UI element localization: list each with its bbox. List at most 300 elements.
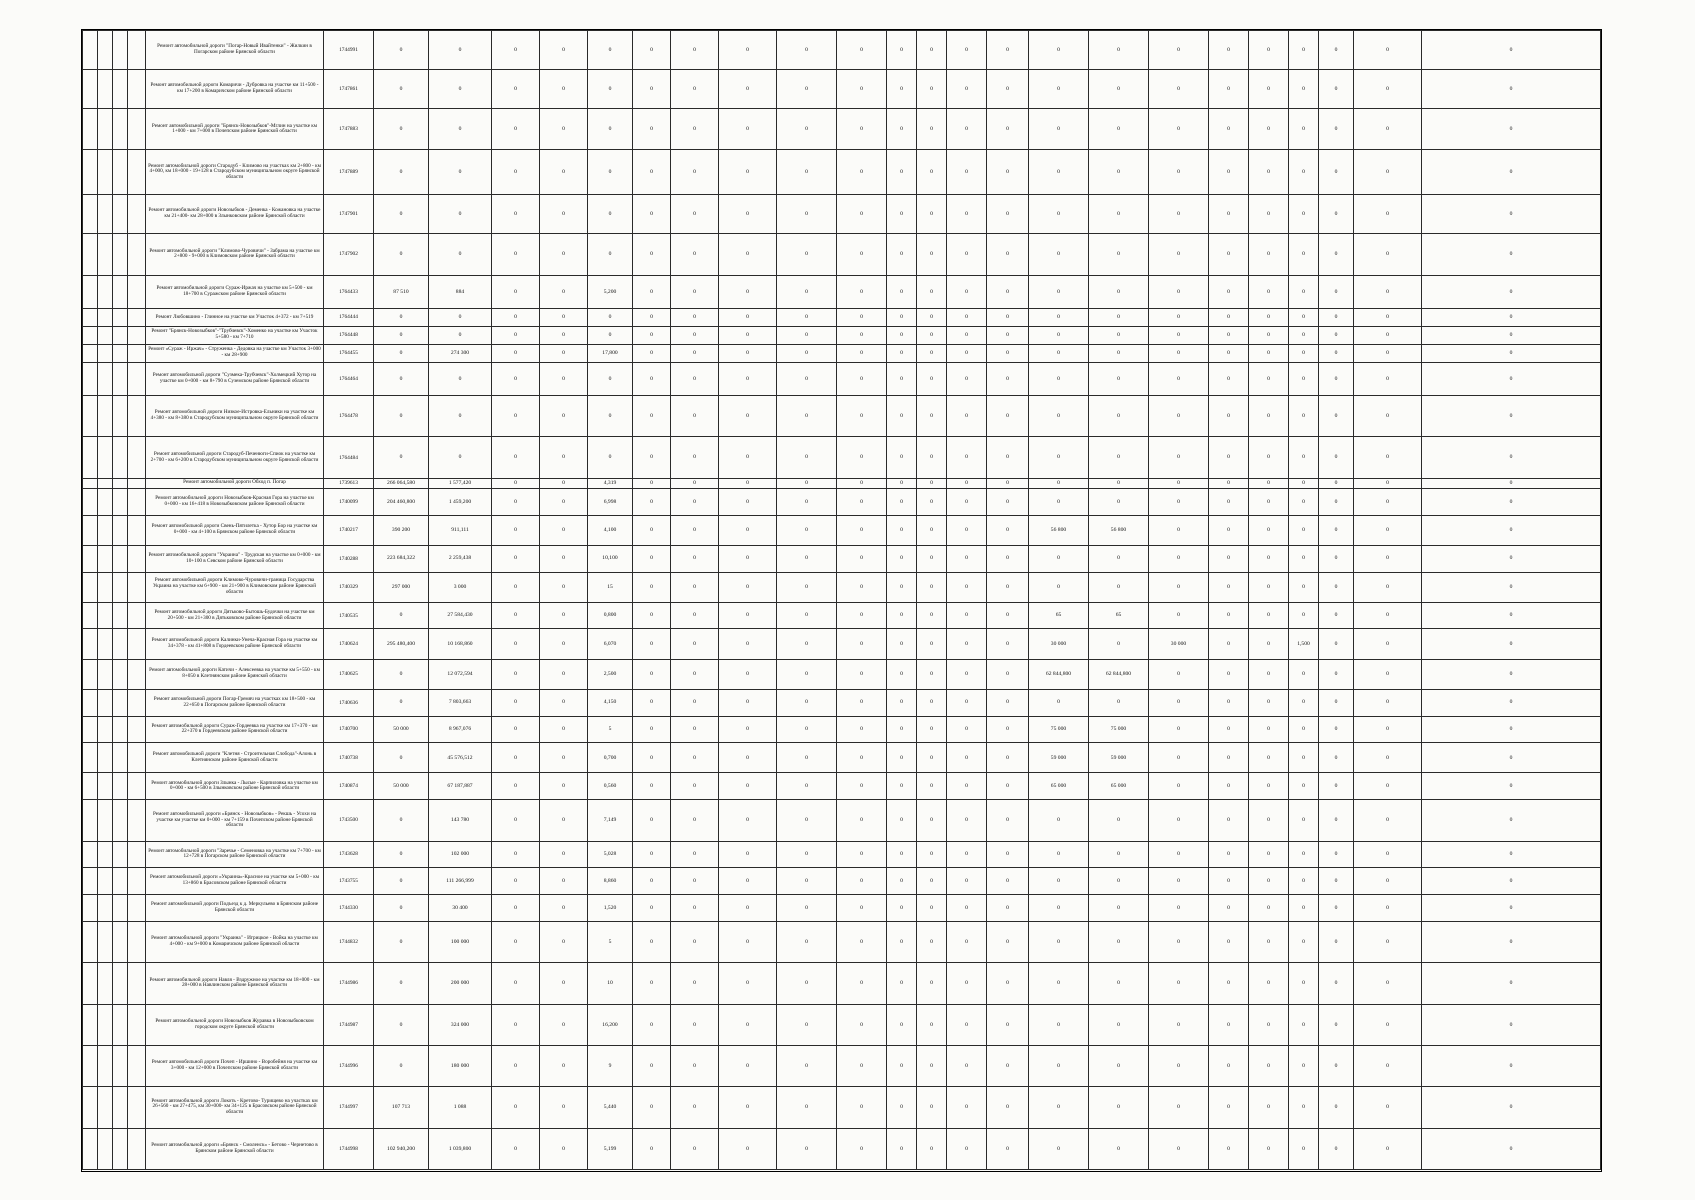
value-cell: 0 (1289, 743, 1319, 773)
table-row (83, 868, 1601, 895)
value-cell: 0 (1089, 1045, 1149, 1086)
empty-cell (128, 478, 146, 488)
value-cell: 1,520 (588, 895, 633, 922)
value-cell: 0 (777, 868, 837, 895)
value-cell: 0 (719, 545, 777, 572)
value-cell: 0 (540, 545, 588, 572)
value-cell: 0 (719, 488, 777, 515)
value-cell: 0 (1089, 545, 1149, 572)
empty-cell (83, 800, 98, 841)
empty-cell (113, 1128, 128, 1169)
object-code-cell: 1764484 (324, 437, 374, 478)
value-cell: 0 (777, 921, 837, 962)
value-cell: 0 (1089, 841, 1149, 868)
value-cell: 4,319 (588, 478, 633, 488)
object-name-cell: Ремонт автомобильной дороги Новозыбков-Красная Гора на участке км 0+000 - км 16+418 в Новозыбковском районе Брянской области (146, 488, 324, 515)
value-cell: 0 (1319, 921, 1354, 962)
value-cell: 0 (671, 716, 719, 743)
value-cell: 0 (777, 1087, 837, 1128)
value-cell: 0 (987, 743, 1029, 773)
value-cell: 0 (492, 396, 540, 437)
value-cell: 0 (1422, 572, 1601, 602)
value-cell: 0 (671, 488, 719, 515)
value-cell: 0 (633, 659, 671, 689)
value-cell: 0 (1422, 1087, 1601, 1128)
object-code-cell: 1764455 (324, 344, 374, 362)
value-cell: 0 (1289, 545, 1319, 572)
object-code-cell: 1744996 (324, 1045, 374, 1086)
value-cell: 0 (719, 1045, 777, 1086)
value-cell: 0 (588, 326, 633, 344)
value-cell: 0 (540, 895, 588, 922)
value-cell: 0 (492, 195, 540, 234)
empty-cell (83, 309, 98, 327)
object-name-cell: Ремонт автомобильной дороги "Клетня - Строительная Слобода"-Алонь в Клетнянском районе Брянской области (146, 743, 324, 773)
value-cell: 0 (1249, 689, 1289, 716)
value-cell: 0 (671, 344, 719, 362)
value-cell: 0 (987, 602, 1029, 629)
value-cell: 0 (719, 773, 777, 800)
value-cell: 0 (1249, 841, 1289, 868)
value-cell: 0 (492, 234, 540, 275)
value-cell: 0 (947, 150, 987, 195)
empty-cell (128, 963, 146, 1004)
value-cell: 0 (633, 545, 671, 572)
value-cell: 5,200 (588, 275, 633, 309)
empty-cell (98, 109, 113, 150)
value-cell: 7,149 (588, 800, 633, 841)
value-cell: 0 (987, 396, 1029, 437)
value-cell: 0 (540, 800, 588, 841)
value-cell: 0 (1289, 659, 1319, 689)
value-cell: 0 (492, 31, 540, 70)
value-cell: 10,100 (588, 545, 633, 572)
value-cell: 75 000 (1029, 716, 1089, 743)
value-cell: 0 (671, 1128, 719, 1169)
value-cell: 0 (1289, 437, 1319, 478)
value-cell: 0 (633, 309, 671, 327)
value-cell: 0 (1319, 963, 1354, 1004)
table-row (83, 1087, 1601, 1128)
value-cell: 0 (1319, 344, 1354, 362)
value-cell: 0 (1319, 716, 1354, 743)
value-cell: 0 (917, 743, 947, 773)
empty-cell (113, 109, 128, 150)
value-cell: 0 (1289, 70, 1319, 109)
value-cell: 0 (917, 488, 947, 515)
value-cell: 0 (987, 921, 1029, 962)
value-cell: 0 (1354, 309, 1422, 327)
value-cell: 0 (1249, 921, 1289, 962)
empty-cell (98, 234, 113, 275)
object-code-cell: 1744991 (324, 31, 374, 70)
value-cell: 0 (719, 1087, 777, 1128)
value-cell: 0 (633, 70, 671, 109)
table-row (83, 629, 1601, 659)
value-cell: 0 (1149, 963, 1209, 1004)
object-code-cell: 1744997 (324, 1087, 374, 1128)
value-cell: 0 (1209, 31, 1249, 70)
value-cell: 0 (719, 868, 777, 895)
value-cell: 0 (887, 602, 917, 629)
empty-cell (98, 841, 113, 868)
value-cell: 0 (947, 572, 987, 602)
value-cell: 3 000 (429, 572, 492, 602)
empty-cell (98, 963, 113, 1004)
value-cell: 0 (947, 895, 987, 922)
value-cell: 0 (887, 545, 917, 572)
value-cell: 0 (1249, 1087, 1289, 1128)
value-cell: 0 (633, 963, 671, 1004)
value-cell: 0 (1149, 362, 1209, 396)
value-cell: 0 (1319, 488, 1354, 515)
value-cell: 0 (671, 921, 719, 962)
value-cell: 0 (1249, 515, 1289, 545)
empty-cell (113, 396, 128, 437)
value-cell: 0 (837, 488, 887, 515)
empty-cell (83, 31, 98, 70)
value-cell: 0 (1354, 773, 1422, 800)
object-code-cell: 1740099 (324, 488, 374, 515)
empty-cell (128, 275, 146, 309)
value-cell: 27 584,430 (429, 602, 492, 629)
table-row (83, 31, 1601, 70)
value-cell: 0 (947, 773, 987, 800)
value-cell: 56 800 (1029, 515, 1089, 545)
object-name-cell: Ремонт автомобильной дороги Комаричи - Дубровка на участке км 11+500 - км 17+200 в Комаричском районе Брянской области (146, 70, 324, 109)
empty-cell (83, 963, 98, 1004)
value-cell: 0 (1319, 234, 1354, 275)
value-cell: 0 (1149, 396, 1209, 437)
empty-cell (113, 70, 128, 109)
value-cell: 0 (1289, 572, 1319, 602)
value-cell: 0 (887, 963, 917, 1004)
empty-cell (83, 326, 98, 344)
value-cell: 0 (1209, 773, 1249, 800)
value-cell: 0 (1089, 344, 1149, 362)
value-cell: 0 (1149, 659, 1209, 689)
value-cell: 0 (1029, 572, 1089, 602)
value-cell: 0 (492, 275, 540, 309)
table-row (83, 716, 1601, 743)
value-cell: 0 (1354, 921, 1422, 962)
value-cell: 0 (987, 70, 1029, 109)
empty-cell (128, 545, 146, 572)
value-cell: 0 (633, 275, 671, 309)
value-cell: 0 (1249, 800, 1289, 841)
value-cell: 0 (917, 362, 947, 396)
value-cell: 0 (1289, 895, 1319, 922)
value-cell: 0 (588, 150, 633, 195)
value-cell: 0 (917, 841, 947, 868)
value-cell: 0 (671, 1045, 719, 1086)
value-cell: 0 (719, 1004, 777, 1045)
object-name-cell: Ремонт автомобильной дороги Калинки-Унеча-Красная Гора на участке км 34+378 - км 41+808 в Гордеевском районе Брянской области (146, 629, 324, 659)
table-row (83, 1004, 1601, 1045)
value-cell: 0 (671, 275, 719, 309)
value-cell: 0 (887, 344, 917, 362)
object-code-cell: 1747861 (324, 70, 374, 109)
value-cell: 0 (1029, 234, 1089, 275)
value-cell: 0 (671, 150, 719, 195)
object-name-cell: Ремонт автомобильной дороги "Украина" - Трудская на участке км 0+000 - км 10+100 в Севском районе Брянской области (146, 545, 324, 572)
value-cell: 0 (540, 689, 588, 716)
value-cell: 0 (1289, 362, 1319, 396)
object-name-cell: Ремонт автомобильной дороги Стародуб - Климово на участках км 2+800 - км 4+000, км 18+000 - 19+128 в Стародубском муниципальном округе Брянской области (146, 150, 324, 195)
value-cell: 0 (719, 800, 777, 841)
value-cell: 0 (1249, 109, 1289, 150)
value-cell: 0 (1249, 488, 1289, 515)
value-cell: 0 (540, 602, 588, 629)
value-cell: 0 (1089, 800, 1149, 841)
empty-cell (128, 488, 146, 515)
value-cell: 0 (1249, 773, 1289, 800)
empty-cell (128, 437, 146, 478)
value-cell: 0 (1422, 921, 1601, 962)
value-cell: 0 (1249, 1045, 1289, 1086)
value-cell: 0 (1209, 800, 1249, 841)
value-cell: 0 (540, 478, 588, 488)
object-code-cell: 1747902 (324, 234, 374, 275)
object-name-cell: Ремонт автомобильной дороги Локоть - Кретово- Турищево на участках км 26+560 - км 27+475, км 30+000- км 34+125 в Брасовском районе Брянской области (146, 1087, 324, 1128)
value-cell: 0 (374, 895, 429, 922)
value-cell: 0 (1422, 1004, 1601, 1045)
value-cell: 75 000 (1089, 716, 1149, 743)
value-cell: 0 (987, 234, 1029, 275)
value-cell: 0 (540, 515, 588, 545)
value-cell: 5,199 (588, 1128, 633, 1169)
value-cell: 0 (777, 659, 837, 689)
empty-cell (128, 629, 146, 659)
value-cell: 0 (947, 841, 987, 868)
value-cell: 0 (1209, 515, 1249, 545)
value-cell: 0 (540, 921, 588, 962)
value-cell: 0 (1149, 234, 1209, 275)
value-cell: 0 (1422, 963, 1601, 1004)
value-cell: 0 (633, 921, 671, 962)
value-cell: 0 (1209, 868, 1249, 895)
value-cell: 0 (947, 488, 987, 515)
value-cell: 0 (1289, 963, 1319, 1004)
value-cell: 0 (947, 515, 987, 545)
value-cell: 0 (1149, 800, 1209, 841)
value-cell: 50 000 (374, 716, 429, 743)
value-cell: 0 (671, 31, 719, 70)
value-cell: 0 (429, 326, 492, 344)
empty-cell (128, 31, 146, 70)
value-cell: 0 (374, 841, 429, 868)
value-cell: 0 (917, 478, 947, 488)
value-cell: 0 (837, 1087, 887, 1128)
object-name-cell: Ремонт автомобильной дороги "Погар-Новый Ивайтенки" - Жилкин в Погарском районе Брянской области (146, 31, 324, 70)
value-cell: 0 (671, 309, 719, 327)
value-cell: 0 (540, 195, 588, 234)
value-cell: 0 (837, 326, 887, 344)
value-cell: 0 (837, 309, 887, 327)
value-cell: 0 (917, 659, 947, 689)
value-cell: 0 (887, 659, 917, 689)
empty-cell (98, 31, 113, 70)
value-cell: 0 (987, 31, 1029, 70)
empty-cell (113, 275, 128, 309)
empty-cell (83, 868, 98, 895)
value-cell: 0 (719, 1128, 777, 1169)
value-cell: 0 (671, 478, 719, 488)
value-cell: 0 (1354, 841, 1422, 868)
value-cell: 7 803,663 (429, 689, 492, 716)
object-code-cell: 1740636 (324, 689, 374, 716)
value-cell: 0 (1422, 234, 1601, 275)
value-cell: 0 (1149, 572, 1209, 602)
value-cell: 0 (947, 1004, 987, 1045)
value-cell: 0 (1354, 326, 1422, 344)
value-cell: 0 (1089, 234, 1149, 275)
empty-cell (98, 362, 113, 396)
object-code-cell: 1744987 (324, 1004, 374, 1045)
value-cell: 0 (917, 344, 947, 362)
value-cell: 1 088 (429, 1087, 492, 1128)
value-cell: 0 (987, 963, 1029, 1004)
value-cell: 0 (492, 629, 540, 659)
value-cell: 0 (917, 629, 947, 659)
empty-cell (113, 921, 128, 962)
value-cell: 0 (1089, 31, 1149, 70)
value-cell: 0 (987, 629, 1029, 659)
empty-cell (98, 689, 113, 716)
value-cell: 0 (1029, 1004, 1089, 1045)
value-cell: 0 (887, 868, 917, 895)
value-cell: 0 (1354, 743, 1422, 773)
object-code-cell: 1740874 (324, 773, 374, 800)
value-cell: 0 (887, 275, 917, 309)
value-cell: 911,111 (429, 515, 492, 545)
empty-cell (83, 70, 98, 109)
value-cell: 0 (1029, 362, 1089, 396)
value-cell: 0 (1209, 195, 1249, 234)
value-cell: 0 (540, 572, 588, 602)
object-code-cell: 1764444 (324, 309, 374, 327)
value-cell: 0 (1209, 70, 1249, 109)
value-cell: 0 (588, 362, 633, 396)
value-cell: 0 (1319, 309, 1354, 327)
value-cell: 0 (947, 963, 987, 1004)
value-cell: 0 (987, 309, 1029, 327)
table-row (83, 234, 1601, 275)
value-cell: 0 (947, 689, 987, 716)
value-cell: 0 (1249, 629, 1289, 659)
object-code-cell: 1744832 (324, 921, 374, 962)
value-cell: 0 (633, 1087, 671, 1128)
value-cell: 0 (1422, 716, 1601, 743)
value-cell: 0 (1149, 488, 1209, 515)
value-cell: 0 (887, 1045, 917, 1086)
empty-cell (113, 895, 128, 922)
value-cell: 0 (1209, 963, 1249, 1004)
value-cell: 0 (1149, 1045, 1209, 1086)
empty-cell (113, 963, 128, 1004)
value-cell: 0 (374, 963, 429, 1004)
value-cell: 0 (1354, 1128, 1422, 1169)
value-cell: 0 (947, 309, 987, 327)
value-cell: 0 (1149, 31, 1209, 70)
table-row (83, 743, 1601, 773)
empty-cell (98, 1045, 113, 1086)
value-cell: 0 (1149, 1087, 1209, 1128)
value-cell: 0 (1289, 1004, 1319, 1045)
value-cell: 0 (887, 572, 917, 602)
empty-cell (83, 515, 98, 545)
empty-cell (83, 689, 98, 716)
value-cell: 0 (1289, 773, 1319, 800)
empty-cell (113, 437, 128, 478)
value-cell: 0 (947, 362, 987, 396)
empty-cell (128, 234, 146, 275)
value-cell: 0 (1249, 478, 1289, 488)
value-cell: 0 (1149, 1128, 1209, 1169)
empty-cell (98, 629, 113, 659)
value-cell: 0 (777, 234, 837, 275)
table-row (83, 895, 1601, 922)
empty-cell (83, 716, 98, 743)
value-cell: 0 (1319, 689, 1354, 716)
empty-cell (83, 275, 98, 309)
empty-cell (113, 309, 128, 327)
value-cell: 0 (1209, 275, 1249, 309)
value-cell: 0 (837, 743, 887, 773)
value-cell: 0 (633, 478, 671, 488)
value-cell: 0 (633, 31, 671, 70)
empty-cell (98, 344, 113, 362)
value-cell: 0 (887, 234, 917, 275)
value-cell: 0 (1149, 309, 1209, 327)
value-cell: 0 (917, 31, 947, 70)
value-cell: 0 (1354, 868, 1422, 895)
value-cell: 0 (633, 362, 671, 396)
value-cell: 0 (1354, 895, 1422, 922)
value-cell: 0 (1319, 515, 1354, 545)
empty-cell (83, 921, 98, 962)
object-name-cell: Ремонт автомобильной дороги Обход п. Погар (146, 478, 324, 488)
value-cell: 200 000 (429, 963, 492, 1004)
value-cell: 0 (1354, 109, 1422, 150)
value-cell: 0 (1209, 234, 1249, 275)
value-cell: 0 (374, 70, 429, 109)
value-cell: 0 (1149, 344, 1209, 362)
value-cell: 0 (1319, 868, 1354, 895)
value-cell: 0 (1354, 963, 1422, 1004)
value-cell: 5 (588, 921, 633, 962)
value-cell: 0 (429, 150, 492, 195)
value-cell: 0 (540, 344, 588, 362)
value-cell: 0 (1249, 716, 1289, 743)
value-cell: 0 (719, 841, 777, 868)
value-cell: 0 (1354, 396, 1422, 437)
table-body (83, 31, 1601, 1170)
value-cell: 0 (1089, 362, 1149, 396)
value-cell: 0 (1354, 1045, 1422, 1086)
value-cell: 0 (1149, 109, 1209, 150)
table-row (83, 344, 1601, 362)
value-cell: 0 (947, 716, 987, 743)
value-cell: 0 (1149, 70, 1209, 109)
empty-cell (83, 234, 98, 275)
value-cell: 0 (777, 841, 837, 868)
value-cell: 0 (1249, 344, 1289, 362)
empty-cell (83, 396, 98, 437)
value-cell: 0 (837, 31, 887, 70)
empty-cell (128, 309, 146, 327)
value-cell: 0 (540, 1045, 588, 1086)
